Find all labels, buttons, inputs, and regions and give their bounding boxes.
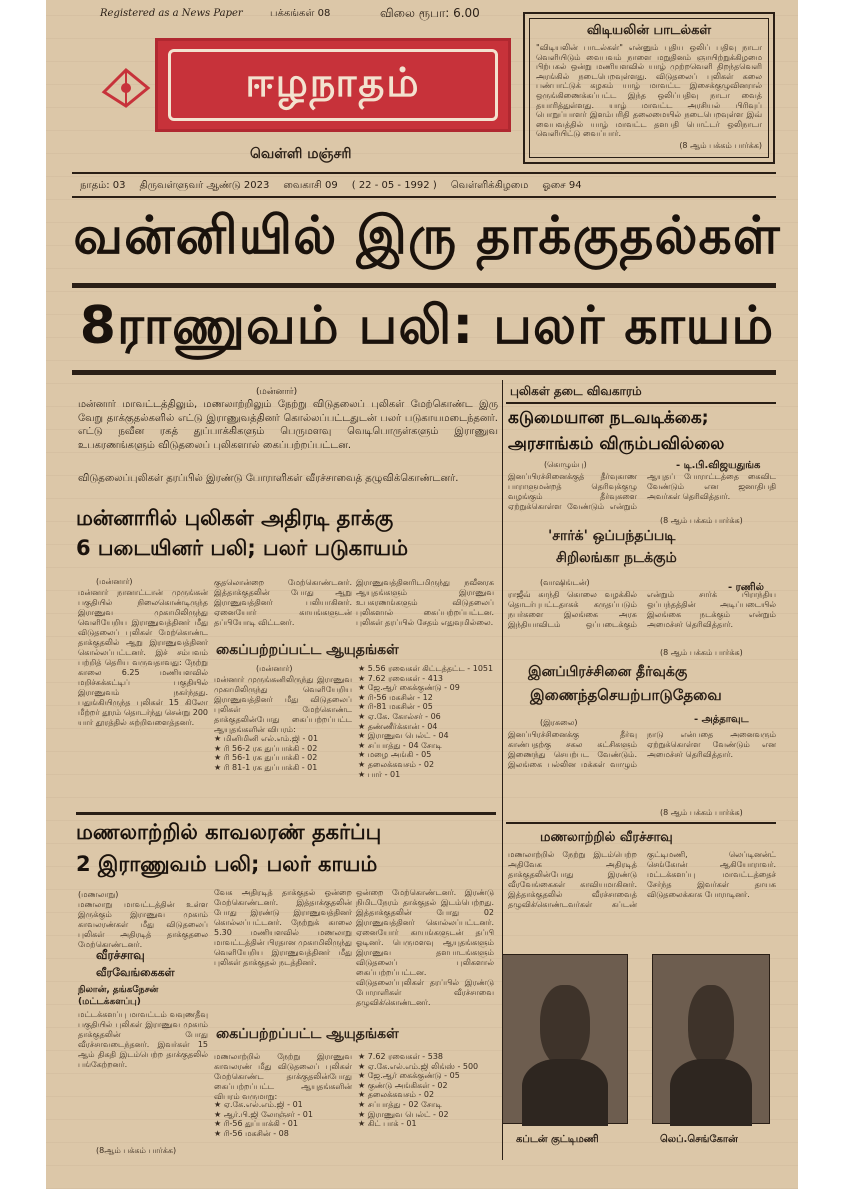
weapons1-intro: மன்னார் முருங்கனிலிருந்து இராணுவ முகாமிலிருந்து வெளியேறிய இராணுவத்தினர் மீது விடுதலைப் புலிகள் மேற்கொண்ட தாக்குதலின்போது கைப்பற்றப்பட்ட ஆயுதங்களின் விபரம்: xyxy=(214,675,352,734)
caption-kuttimani: கப்டன் குட்டிமணி xyxy=(516,1134,599,1145)
list-item: ★ ரி 81-1 ரக துப்பாக்கி - 01 xyxy=(214,762,318,772)
weapons1-left-list xyxy=(214,734,354,772)
byline-1: - டி.பி.விஜயதுங்க xyxy=(676,460,761,471)
list-item: ★ மழை அங்கி - 05 xyxy=(358,750,432,760)
right-more2: (8 ஆம் பக்கம் பார்க்க) xyxy=(660,648,743,657)
list-item: ★ 7.62 ரவைகள் - 538 xyxy=(358,1052,444,1061)
story2-col3: ஒன்றை மேற்கொண்டனர். இரண்டு நிமிடநேரம் தாக்குதல் இடம்பெற்றது. இத்தாக்குதலின் போது 02 இராணுவத்தினர் கொல்லப்பட்டனர். ஏனையோர் காயங்களுடன் தப்பி ஓடினர். பெருமளவு ஆயுதங்களும் இராணுவ தளபாடங்களும் விடுதலைப் புலிகளால் கைப்பற்றப்பட்டன. விடுதலைப்புலிகள் தரப்பில் இரண்டு போராளிகள் வீரச்சாவை தழுவிக்கொண்டனர். xyxy=(356,888,494,1007)
martyrs-names: நிலான், தங்கநேசன் (மட்டக்களப்பு) xyxy=(78,985,159,1007)
year: திருவள்ளுவர் ஆண்டு 2023 xyxy=(139,180,270,191)
list-item: ★ ஜே.ஆர் கைக்குண்டு - 05 xyxy=(358,1071,460,1081)
story1-col3: இராணுவத்தினரிடமிருந்து நவீனரக ஆயுதங்களும் இராணுவ உபகரணங்களும் விடுதலைப் புலிகளால் கைப்பற்றப்பட்டன. புலிகள் தரப்பில் சேதம் எதுவுமில்லை. xyxy=(356,578,494,627)
list-item: ★ மினிமினி எல்.எம்.ஜி - 01 xyxy=(214,734,319,743)
story1-headline2: 6 படையினர் பலி; பலர் படுகாயம் xyxy=(76,536,409,560)
right-body5: மணலாற்றில் நேற்று இடம்பெற்ற அதிவேக அதிரடித் தாக்குதலின்போது இரண்டு வீரவேங்கைகள் காவியமாகினர். இத்தாக்குதலில் வீரச்சாவைத் தழுவிக்கொண்டவர்கள் கப்டன் குட்டிமணி, லெப்டினன்ட் செங்கோன் ஆகியோராவர். மட்டக்களப்பு மாவட்டத்தைச் சேர்ந்த இவர்கள் தாயக விடுதலைக்காக போராடினர். xyxy=(508,850,776,909)
photo-kuttimani xyxy=(502,954,628,1124)
right-head1: கடுமையான நடவடிக்கை; xyxy=(508,408,709,428)
list-item: ★ ரி-81 மகசின் - 05 xyxy=(358,702,433,712)
lead-dateline: (மன்னார்) xyxy=(256,387,298,397)
story1-dateline: (மன்னார்) xyxy=(96,577,133,586)
story2-dateline: (மணலாறு) xyxy=(78,890,119,899)
list-item: ★ குண்டு அங்கிகள் - 02 xyxy=(358,1080,448,1090)
poem-title: விடியலின் பாடல்கள் xyxy=(586,23,712,38)
lead-paragraph-2: விடுதலைப்புலிகள் தரப்பில் இரண்டு போராளிகள் வீரச்சாவைத் தழுவிக்கொண்டனர். xyxy=(78,473,459,484)
byline-3: - அத்தாவுட xyxy=(694,714,749,725)
martyrs-title: வீரச்சாவு xyxy=(96,948,145,962)
story2-col2: வேக அதிரடித் தாக்குதல் ஒன்றை மேற்கொண்டனர். இத்தாக்குதலின் போது இரண்டு இராணுவத்தினர் கொல்லப்பட்டனர். நேற்றுக் காலை 5.30 மணியளவில் மணலாறு மாவட்டத்தின் பிரதான முகாமிலிருந்து வெளியேறிய இராணுவத்தினர் மீது புலிகள் தாக்குதல் நடத்தினர். xyxy=(214,888,352,967)
weapons2-title: கைப்பற்றப்பட்ட ஆயுதங்கள் xyxy=(216,1026,399,1042)
list-item: ★ ஏ.கே.எல்.எம்.ஜி - 01 xyxy=(214,1100,303,1109)
month: வைகாசி 09 xyxy=(283,180,338,191)
logo xyxy=(155,38,511,132)
right-head5: மணலாற்றில் வீரச்சாவு xyxy=(540,830,673,845)
list-item: ★ 7.62 ரவைகள் - 413 xyxy=(358,673,444,683)
list-item: ★ ஆர்.பி.ஜி லோஞ்சர் - 01 xyxy=(214,1109,313,1119)
right-body3: இனப்பிரச்சினைக்கு தீர்வு காண்பதற்கு சகல கட்சிகளும் இணைந்து செயற்பட வேண்டும். இலங்கை பல்லின மக்கள் வாழும் நாடு என்பதை அனைவரும் ஏற்றுக்கொள்ள வேண்டும் என அமைச்சர் தெரிவித்தார். xyxy=(508,730,776,769)
poem-body: "விடியலின் பாடல்கள்" என்னும் புதிய ஒலிப் பதிவு நாடா வெளியிடும் வைபவம் நாளை மறுதினம் ஞாயிற்றுக்கிழமை பிற்பகல் ஒன்று மணியளவில் யாழ் முற்றவெளி திறந்தவெளி அரங்கில் நடைபெறவுள்ளது. விடுதலைப் புலிகள் கலை பண்பாட்டுக் கழகம் யாழ் மாவட்ட இசைக்குழுவினரால் ஒருங்கிணைக்கப்பட்ட இந்த ஒலிப்பதிவு நாடா வைத் தயாரித்துள்ளது. யாழ் மாவட்ட அரசியல் பிரிவுப் பொறுப்பாளர் இளம்பரிதி தலைமையில் நடைபெறவுள்ள இவ் வைபவத்தில் யாழ் மாவட்ட தளபதி பொட்டர் ஒலிநாடா வெளியிட்டு வைப்பார். xyxy=(536,43,762,139)
list-item: ★ தண்ணீர்க்கான் - 04 xyxy=(358,721,438,731)
weapons2-left-list xyxy=(214,1100,354,1138)
story1-col2: குதலொன்றை மேற்கொண்டனர். இத்தாக்குதலின் போது ஆறு இராணுவத்தினர் பலியாகினர். ஏனையோர் காயங்களுடன் தப்பியோடி விட்டனர். xyxy=(214,578,352,627)
list-item: ★ ஏ.கே.எல்.எம்.ஜி லிங்ஸ் - 500 xyxy=(358,1061,479,1071)
list-item: ★ சப்பாத்து - 02 சோடி xyxy=(358,1099,442,1109)
list-item: ★ இராணுவ பெல்ட் - 02 xyxy=(358,1109,449,1119)
right-head2: அரசாங்கம் விரும்பவில்லை xyxy=(508,434,725,454)
list-item: ★ ரி-56 துப்பாக்கி - 01 xyxy=(214,1119,298,1129)
martyrs-subtitle: வீரவேங்கைகள் xyxy=(96,966,175,979)
page-count: பக்கங்கள் 08 xyxy=(270,8,331,19)
story2-headline1: மணலாற்றில் காவலரண் தகர்ப்பு xyxy=(76,820,382,844)
supplement-name: வெள்ளி மஞ்சரி xyxy=(250,146,352,162)
list-item: ★ இராணுவ பெல்ட் - 04 xyxy=(358,731,449,741)
list-item: ★ ரி-56 மகசின் - 12 xyxy=(358,692,433,702)
right-head3a: 'சார்க்' ஒப்பந்தப்படி xyxy=(548,528,676,544)
weapons2-right-list xyxy=(358,1052,498,1129)
date: ( 22 - 05 - 1992 ) xyxy=(351,180,437,191)
poem-box xyxy=(523,12,775,164)
martyrs-more: (8ஆம் பக்கம் பார்க்க) xyxy=(96,1146,177,1155)
right-head4b: இணைந்தசெயற்பாடுதேவை xyxy=(530,686,722,704)
list-item: ★ பார் - 01 xyxy=(358,769,401,779)
weapons1-dateline: (மன்னார்) xyxy=(256,664,293,673)
right-body2: ராஜீவ் காந்தி கொலை வழக்கில் தொடர்புபட்டதாகக் கருதப்படும் நபர்களை இலங்கை அரசு இந்தியாவிடம் ஒப்படைக்கும் என்றும் சார்க் பிராந்திய ஒப்பந்தத்தின் அடிப்படையில் இலங்கை நடக்கும் என்றும் அமைச்சர் தெரிவித்தார். xyxy=(508,590,776,629)
right-more1: (8 ஆம் பக்கம் பார்க்க) xyxy=(660,516,743,525)
issue-number: ஓசை 94 xyxy=(542,180,582,191)
list-item: ★ ரி 56-2 ரக துப்பாக்கி - 02 xyxy=(214,743,318,753)
lead-paragraph-1: மன்னார் மாவட்டத்திலும், மணலாற்றிலும் நேற்று விடுதலைப் புலிகள் மேற்கொண்ட இரு வேறு தாக்குதல்களில் எட்டு இராணுவத்தினர் கொல்லப்பட்டதுடன் பலர் படுகாயமடைந்தனர். எட்டு நவீன ரகத் துப்பாக்கிகளும் பெருமளவு வெடிபொருள்களும் இராணுவ உபகரணங்களும் விடுதலைப் புலிகளால் கைப்பற்றப்பட்டன. xyxy=(78,399,498,451)
dateline-3: (இரகலை) xyxy=(540,718,578,727)
list-item: ★ தலைக்கவசம் - 02 xyxy=(358,759,435,769)
dateline-1: (கொழும்பு) xyxy=(544,460,587,469)
list-item: ★ ஏ.கே. கோல்சர் - 06 xyxy=(358,711,441,721)
right-head4a: இனப்பிரச்சினை தீர்வுக்கு xyxy=(528,664,688,680)
right-kicker: புலிகள் தடை விவகாரம் xyxy=(510,384,642,398)
headline-line1: வன்னியில் இரு தாக்குதல்கள் xyxy=(73,206,781,266)
photo-sengon xyxy=(652,954,770,1124)
caption-sengon: லெப்.செங்கோன் xyxy=(660,1134,738,1145)
right-more3: (8 ஆம் பக்கம் பார்க்க) xyxy=(660,808,743,817)
list-item: ★ சப்பாத்து - 04 சோடி xyxy=(358,740,442,750)
poem-more: (8 ஆம் பக்கம் பார்க்க) xyxy=(679,141,762,150)
list-item: ★ கிட் பாக் - 01 xyxy=(358,1119,417,1129)
story2-col1: மணலாறு மாவட்டத்தின் உள்ள இருக்கும் இராணுவ முகாம் காவலரண்கள் மீது விடுதலைப் புலிகள் அதிரடித் தாக்குதலை மேற்கொண்டனர். xyxy=(78,900,208,949)
right-body1: இனப்பிரச்சினைக்குத் தீர்வுகாண பாராளுமன்றத் தெரிவுக்குழு வழங்கும் தீர்வுகளை ஏற்றுக்கொள்ள வேண்டும் என்றும் ஆயுதப் போராட்டத்தை கைவிட வேண்டும் என ஜனாதிபதி அவர்கள் தெரிவித்தார். xyxy=(508,472,776,511)
list-item: ★ 5.56 ரவைகள் கிட்டத்தட்ட - 1051 xyxy=(358,664,494,673)
volume: நாதம்: 03 xyxy=(80,180,126,191)
weapons2-intro: மணலாற்றில் நேற்று இராணுவ காவலரண் மீது விடுதலைப் புலிகள் மேற்கொண்ட தாக்குதலின்போது கைப்பற்றப்பட்ட ஆயுதங்களின் விபரம் வருமாறு: xyxy=(214,1052,352,1101)
dateline-2: (வாஷிங்டன்) xyxy=(540,578,590,587)
weapons1-right-list xyxy=(358,664,498,779)
story2-headline2: 2 இராணுவம் பலி; பலர் காயம் xyxy=(76,852,378,876)
list-item: ★ ஜே.ஆர் கைக்குண்டு - 09 xyxy=(358,683,460,693)
registered-note: Registered as a News Paper xyxy=(100,8,243,19)
price: விலை ரூபா: 6.00 xyxy=(380,6,480,20)
list-item: ★ ரி 56-1 ரக துப்பாக்கி - 02 xyxy=(214,753,318,763)
story1-headline1: மன்னாரில் புலிகள் அதிரடி தாக்கு xyxy=(76,506,394,530)
list-item: ★ ரி-56 மகசின் - 08 xyxy=(214,1128,289,1138)
satellite-icon xyxy=(96,52,156,112)
weapons1-title: கைப்பற்றப்பட்ட ஆயுதங்கள் xyxy=(216,642,399,658)
issue-line xyxy=(80,180,780,192)
list-item: ★ தலைக்கவசம் - 02 xyxy=(358,1090,435,1100)
logo-text: ஈழநாதம் xyxy=(168,49,498,121)
day: வெள்ளிக்கிழமை xyxy=(450,180,529,191)
right-head3b: சிறிலங்கா நடக்கும் xyxy=(556,550,677,566)
martyrs-body: மட்டக்களப்பு மாவட்டம் வவுணதீவு பகுதியில் புலிகள் இராணுவ முகாம் தாக்குதலின் போது வீரச்சாவடைந்தனர். இவர்கள் 15 ஆம் திகதி இடம்பெற்ற தாக்குதலில் பங்கேற்றனர். xyxy=(78,1010,208,1069)
byline-2: - ரணில் xyxy=(728,582,764,593)
headline-line2: 8ராணுவம் பலி: பலர் காயம் xyxy=(79,296,775,356)
story1-col1: மன்னார் நானாட்டான் முருங்கன் பகுதியில் நிலைகொண்டிருந்த இராணுவ முகாமிலிருந்து வெளியேறிய இராணுவத்தினர் மீது விடுதலைப் புலிகள் மேற்கொண்ட தாக்குதலில் ஆறு இராணுவத்தினர் கொல்லப்பட்டனர். இச் சம்பவம் பற்றித் தெரிய வருவதாவது: நேற்று காலை 6.25 மணியளவில் மறிச்சுக்கட்டிப் பகுதியில் இராணுவம் நகர்ந்தது. பதுங்கியிருந்த புலிகள் 15 கிலோ மீற்றர் தூரம் தொடர்ந்து சென்று 200 யார் தூரத்தில் சுற்றிவளைத்தனர். xyxy=(78,588,208,727)
